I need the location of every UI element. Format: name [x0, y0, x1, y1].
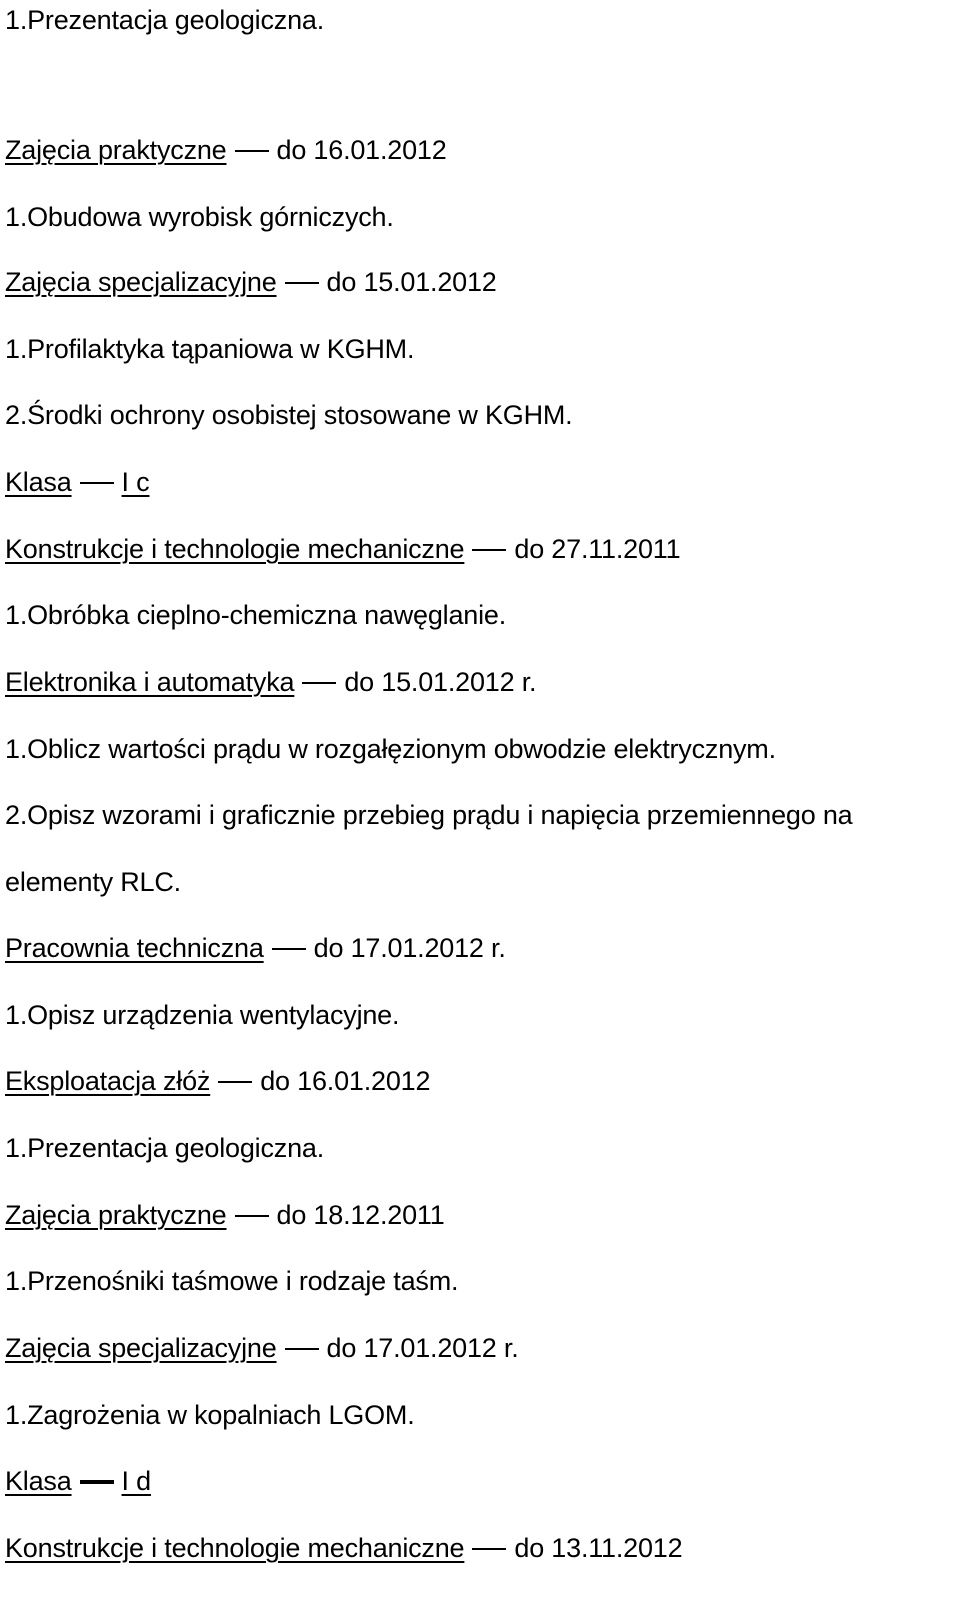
subject-name: Zajęcia praktyczne: [5, 135, 227, 165]
task-text: 1.Zagrożenia w kopalniach LGOM.: [5, 1400, 415, 1430]
task-item-continued: [5, 865, 181, 899]
task-text: 1.Profilaktyka tąpaniowa w KGHM.: [5, 334, 415, 364]
deadline: do 16.01.2012: [260, 1066, 431, 1096]
subject-heading: [5, 1198, 445, 1232]
task-text: 1.Obróbka cieplno-chemiczna nawęglanie.: [5, 600, 506, 630]
class-heading: [5, 465, 149, 499]
deadline: do 15.01.2012: [326, 267, 497, 297]
deadline: do 18.12.2011: [276, 1200, 445, 1230]
task-item: [5, 200, 394, 234]
subject-heading: [5, 532, 680, 566]
task-text: 2.Opisz wzorami i graficznie przebieg prądu i napięcia przemiennego na: [5, 800, 853, 830]
dash: [285, 282, 319, 284]
class-name: I c: [121, 467, 150, 497]
task-item: [5, 3, 324, 37]
subject-name: Elektronika i automatyka: [5, 667, 295, 697]
subject-name: Konstrukcje i technologie mechaniczne: [5, 534, 465, 564]
subject-name: Eksploatacja złóż: [5, 1066, 211, 1096]
dash: [235, 1215, 269, 1217]
task-text: elementy RLC.: [5, 867, 181, 897]
task-item: [5, 1264, 458, 1298]
task-item: [5, 732, 776, 766]
dash: [218, 1081, 252, 1083]
deadline: do 17.01.2012 r.: [313, 933, 506, 963]
dash: [285, 1348, 319, 1350]
task-text: 1.Oblicz wartości prądu w rozgałęzionym obwodzie elektrycznym.: [5, 734, 776, 764]
class-label: Klasa: [5, 1466, 72, 1496]
task-item: [5, 998, 399, 1032]
deadline: do 15.01.2012 r.: [344, 667, 537, 697]
class-name: I d: [121, 1466, 151, 1496]
task-text: 1.Prezentacja geologiczna.: [5, 1133, 325, 1163]
deadline: do 27.11.2011: [514, 534, 681, 564]
task-item: [5, 1131, 324, 1165]
subject-heading: [5, 1064, 430, 1098]
subject-heading: [5, 665, 536, 699]
dash: [472, 1548, 506, 1550]
dash: [472, 549, 506, 551]
task-text: 1.Przenośniki taśmowe i rodzaje taśm.: [5, 1266, 459, 1296]
deadline: do 13.11.2012: [514, 1533, 683, 1563]
dash: [80, 1480, 114, 1484]
subject-heading: [5, 1331, 519, 1365]
task-text: 1.Obudowa wyrobisk górniczych.: [5, 202, 394, 232]
class-heading: [5, 1464, 151, 1498]
deadline: do 17.01.2012 r.: [326, 1333, 519, 1363]
subject-name: Konstrukcje i technologie mechaniczne: [5, 1533, 465, 1563]
dash: [272, 948, 306, 950]
task-item: [5, 1398, 415, 1432]
class-label: Klasa: [5, 467, 72, 497]
task-text: 1.Prezentacja geologiczna.: [5, 5, 325, 35]
subject-heading: [5, 133, 447, 167]
task-item: [5, 332, 414, 366]
dash: [235, 150, 269, 152]
task-item: [5, 598, 506, 632]
dash: [302, 682, 336, 684]
task-item: [5, 798, 852, 832]
task-text: 1.Opisz urządzenia wentylacyjne.: [5, 1000, 400, 1030]
subject-heading: [5, 1531, 682, 1565]
subject-name: Zajęcia specjalizacyjne: [5, 1333, 277, 1363]
subject-heading: [5, 265, 497, 299]
task-item: [5, 398, 572, 432]
task-text: 2.Środki ochrony osobistej stosowane w KGHM.: [5, 400, 573, 430]
subject-name: Pracownia techniczna: [5, 933, 264, 963]
subject-heading: [5, 931, 506, 965]
subject-name: Zajęcia specjalizacyjne: [5, 267, 277, 297]
dash: [80, 482, 114, 484]
subject-name: Zajęcia praktyczne: [5, 1200, 227, 1230]
deadline: do 16.01.2012: [276, 135, 447, 165]
